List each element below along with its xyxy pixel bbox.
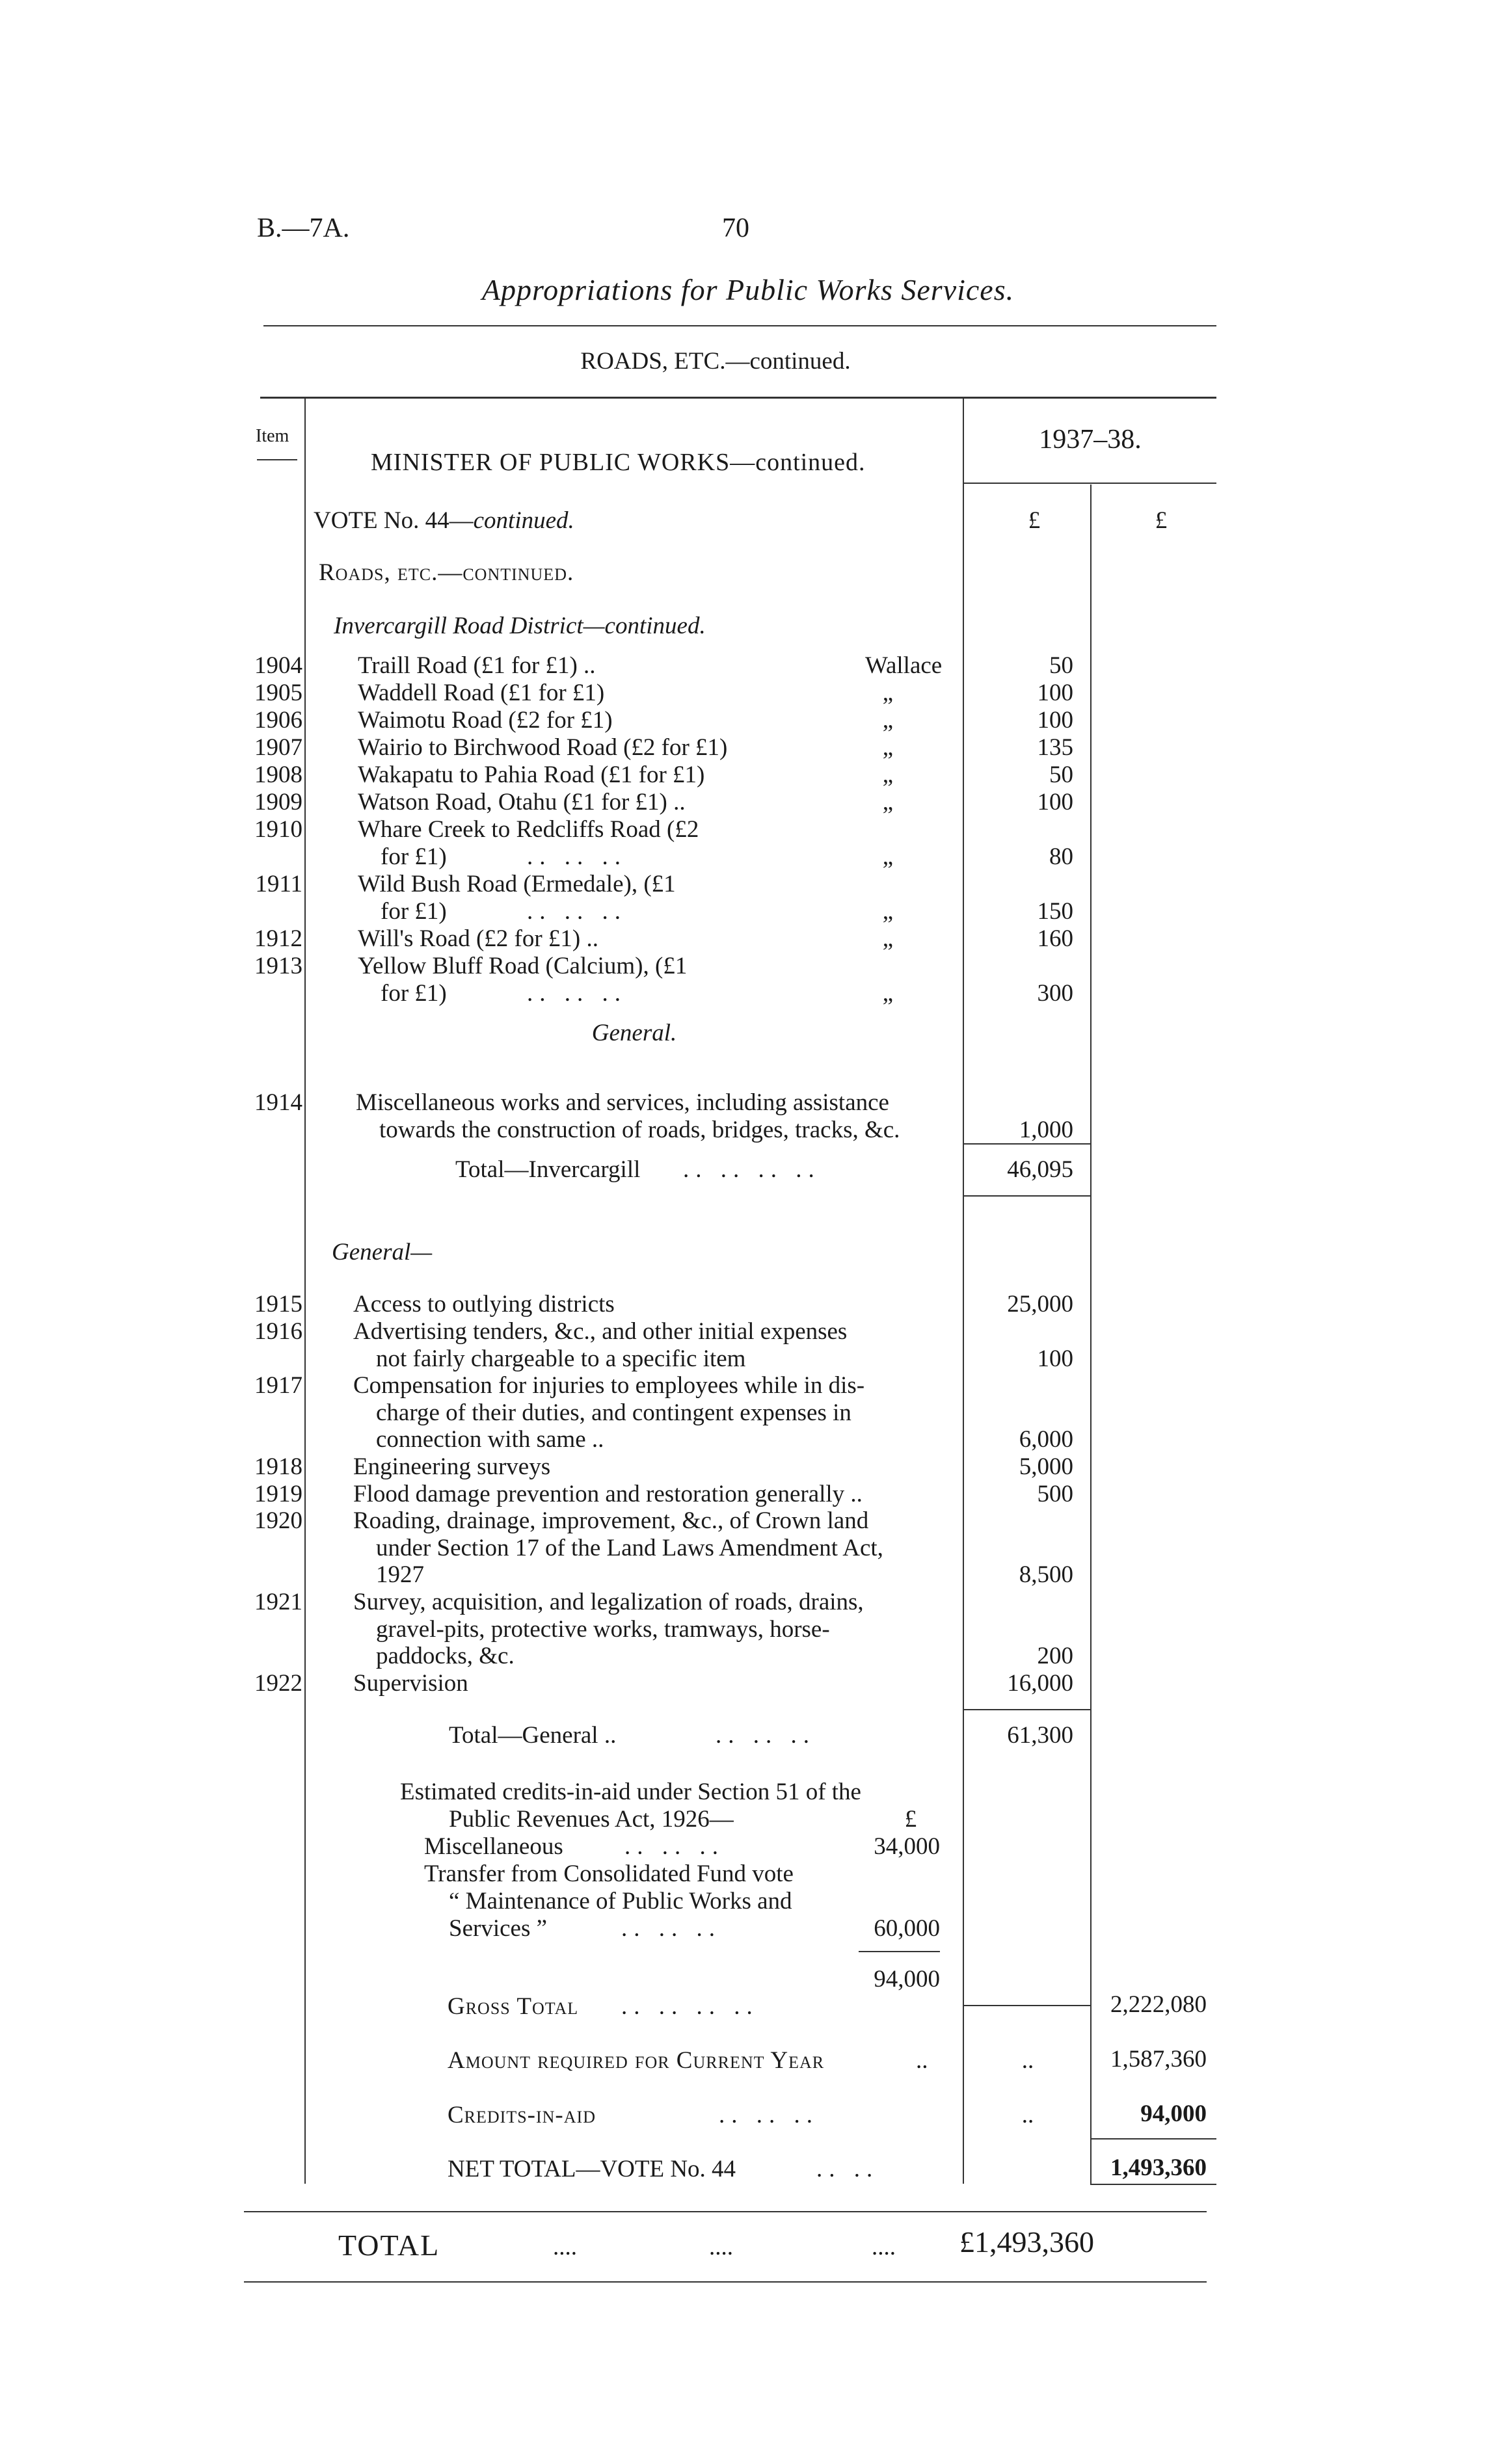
general-item-description: Access to outlying districts	[353, 1291, 615, 1318]
item-number: 1909	[254, 789, 302, 815]
footer-leader-1: ....	[553, 2234, 577, 2260]
general-item-number: 1922	[254, 1670, 302, 1697]
footer-total-label: TOTAL	[338, 2229, 440, 2262]
item-column-header: Item	[256, 426, 289, 446]
item-district: „	[882, 707, 894, 734]
general-subheading: General.	[591, 1020, 677, 1046]
item-description: Waddell Road (£1 for £1)	[358, 680, 605, 706]
credits-line-2: Public Revenues Act, 1926—	[449, 1806, 734, 1833]
general-item-description: Roading, drainage, improvement, &c., of Crown land	[353, 1507, 869, 1534]
pound-header-1: £	[1028, 507, 1041, 534]
table-top-rule	[260, 397, 1216, 399]
total-general-leader: .. .. ..	[716, 1722, 816, 1749]
item-number: 1914	[254, 1089, 302, 1116]
footer-rule-bottom	[244, 2281, 1207, 2283]
item-leader: .. .. ..	[527, 980, 627, 1007]
item-number: 1908	[254, 762, 302, 788]
general-item-description: 1927	[376, 1561, 424, 1588]
item-number: 1907	[254, 734, 302, 761]
credits-transfer-line-1: Transfer from Consolidated Fund vote	[424, 1861, 794, 1887]
credits-in-aid-leader: .. .. ..	[719, 2102, 819, 2128]
item-number: 1910	[254, 816, 302, 843]
item-number: 1912	[254, 925, 302, 952]
item-description-continued: towards the construction of roads, bridges, tracks, &c.	[379, 1117, 900, 1143]
item-description: Wakapatu to Pahia Road (£1 for £1)	[358, 762, 705, 788]
general-item-amount: 200	[1037, 1643, 1073, 1669]
item-amount: 150	[1037, 898, 1073, 925]
credits-line-1: Estimated credits-in-aid under Section 51 of the	[400, 1779, 861, 1805]
item-description: Will's Road (£2 for £1) ..	[358, 925, 598, 952]
minister-heading-text: MINISTER OF PUBLIC WORKS—continued.	[371, 449, 866, 476]
general-item-number: 1919	[254, 1481, 302, 1507]
general-item-amount: 25,000	[1007, 1291, 1073, 1318]
item-amount: 100	[1037, 680, 1073, 706]
net-total-leader: .. ..	[816, 2156, 879, 2182]
total-general-label: Total—General ..	[449, 1722, 617, 1749]
item-district: „	[882, 843, 894, 870]
footer-rule-top	[244, 2211, 1207, 2212]
gross-total-label: Gross Total	[448, 1993, 579, 2020]
general-item-description: not fairly chargeable to a specific item	[376, 1345, 746, 1372]
minister-heading	[371, 449, 866, 476]
item-description-continued: for £1)	[381, 980, 447, 1007]
general-item-amount: 8,500	[1019, 1561, 1073, 1588]
credits-misc-value: 34,000	[874, 1833, 940, 1860]
footer-total-value: £1,493,360	[959, 2225, 1094, 2259]
item-amount: 160	[1037, 925, 1073, 952]
general-item-number: 1916	[254, 1318, 302, 1345]
credits-misc-label: Miscellaneous	[424, 1833, 563, 1860]
item-district: „	[882, 734, 894, 761]
net-total-value: 1,493,360	[1110, 2154, 1207, 2181]
item-number: 1913	[254, 953, 302, 979]
section-title: ROADS, ETC.—continued.	[580, 348, 851, 375]
total-invercargill-rule-bottom	[963, 1195, 1090, 1197]
item-amount: 135	[1037, 734, 1073, 761]
item-leader: .. .. ..	[527, 898, 627, 925]
general-item-amount: 5,000	[1019, 1453, 1073, 1480]
total-invercargill-value: 46,095	[1007, 1156, 1073, 1183]
item-number: 1904	[254, 652, 302, 679]
general-item-description: Engineering surveys	[353, 1453, 551, 1480]
item-description: Waimotu Road (£2 for £1)	[358, 707, 613, 734]
general-item-number: 1915	[254, 1291, 302, 1318]
amount-required-leader: ..	[916, 2047, 928, 2074]
item-description: Wild Bush Road (Ermedale), (£1	[358, 871, 676, 897]
roads-heading: Roads, etc.—continued.	[319, 559, 574, 586]
item-description: Watson Road, Otahu (£1 for £1) ..	[358, 789, 686, 815]
footer-leader-3: ....	[872, 2234, 896, 2260]
vote-heading: VOTE No. 44—continued.	[314, 507, 574, 534]
credits-in-aid-amount-dots: ..	[1021, 2102, 1034, 2128]
item-district: „	[882, 789, 894, 815]
item-district: Wallace	[865, 652, 943, 679]
item-district: „	[882, 762, 894, 788]
total-invercargill-rule-top	[963, 1143, 1090, 1145]
total-invercargill-label: Total—Invercargill	[455, 1156, 641, 1183]
general-item-description: gravel-pits, protective works, tramways, horse-	[376, 1615, 830, 1643]
general-item-number: 1921	[254, 1589, 302, 1615]
general-item-number: 1918	[254, 1453, 302, 1480]
general-item-description: Flood damage prevention and restoration generally ..	[353, 1481, 863, 1507]
pound-header-2: £	[1155, 507, 1168, 534]
general-item-number: 1920	[254, 1507, 302, 1534]
item-amount: 100	[1037, 789, 1073, 815]
credits-transfer-value: 60,000	[874, 1915, 940, 1942]
total-column-divider	[1090, 484, 1092, 2184]
general-item-description: connection with same ..	[376, 1426, 604, 1453]
document-reference: B.—7A.	[257, 213, 350, 243]
credits-in-aid-label: Credits-in-aid	[448, 2102, 596, 2128]
gross-total-rule	[963, 2005, 1090, 2006]
item-amount: 50	[1049, 652, 1073, 679]
general-item-description: charge of their duties, and contingent expenses in	[376, 1399, 851, 1426]
item-amount: 50	[1049, 762, 1073, 788]
page-number: 70	[722, 213, 749, 243]
item-description: Whare Creek to Redcliffs Road (£2	[358, 816, 699, 843]
item-description-continued: for £1)	[381, 898, 447, 925]
credits-sum-value: 94,000	[874, 1966, 940, 1993]
page-title: Appropriations for Public Works Services.	[481, 273, 1015, 306]
item-district: „	[882, 925, 894, 952]
credits-sum-rule	[859, 1951, 940, 1952]
item-district: „	[882, 980, 894, 1007]
item-district: „	[882, 898, 894, 925]
item-description: Miscellaneous works and services, including assistance	[356, 1089, 889, 1116]
item-number: 1906	[254, 707, 302, 734]
item-amount: 1,000	[1019, 1117, 1073, 1143]
net-total-rule-top	[1090, 2138, 1216, 2139]
item-description: Yellow Bluff Road (Calcium), (£1	[358, 953, 688, 979]
item-number: 1911	[255, 871, 302, 897]
general-item-amount: 500	[1037, 1481, 1073, 1507]
item-amount: 80	[1049, 843, 1073, 870]
general-item-amount: 6,000	[1019, 1426, 1073, 1453]
item-district: „	[882, 680, 894, 706]
title-rule	[263, 325, 1216, 326]
total-general-rule	[963, 1709, 1090, 1710]
amount-required-value: 1,587,360	[1110, 2046, 1207, 2073]
amount-required-amount-dots: ..	[1021, 2047, 1034, 2074]
net-total-rule-bottom	[1090, 2184, 1216, 2185]
year-header: 1937–38.	[1039, 425, 1142, 455]
general-item-description: Survey, acquisition, and legalization of roads, drains,	[353, 1589, 864, 1615]
credits-transfer-line-3: Services ”	[449, 1915, 548, 1942]
item-description-continued: for £1)	[381, 843, 447, 870]
credits-transfer-line-2: “ Maintenance of Public Works and	[449, 1888, 792, 1914]
vote-heading-continued: continued.	[473, 507, 574, 534]
item-leader: .. .. ..	[527, 843, 627, 870]
general-item-description: Compensation for injuries to employees while in dis-	[353, 1372, 865, 1399]
item-number: 1905	[254, 680, 302, 706]
gross-total-leader: .. .. .. ..	[621, 1993, 759, 2020]
general-item-amount: 100	[1037, 1345, 1073, 1372]
credits-pound: £	[904, 1806, 917, 1833]
gross-total-value: 2,222,080	[1110, 1991, 1207, 2018]
credits-transfer-leader: .. .. ..	[621, 1915, 721, 1942]
credits-misc-leader: .. .. ..	[624, 1833, 725, 1860]
footer-leader-2: ....	[709, 2234, 733, 2260]
amount-required-label: Amount required for Current Year	[448, 2047, 825, 2074]
total-general-value: 61,300	[1007, 1722, 1073, 1749]
general-item-description: Supervision	[353, 1670, 468, 1697]
total-invercargill-leader: .. .. .. ..	[683, 1156, 821, 1183]
item-amount: 100	[1037, 707, 1073, 734]
general-item-description: Advertising tenders, &c., and other initial expenses	[353, 1318, 848, 1345]
district-heading: Invercargill Road District—continued.	[334, 613, 706, 639]
item-description: Traill Road (£1 for £1) ..	[358, 652, 596, 679]
general-heading: General—	[332, 1239, 433, 1265]
item-column-divider	[304, 399, 306, 2184]
net-total-label: NET TOTAL—VOTE No. 44	[448, 2156, 736, 2182]
general-item-description: paddocks, &c.	[376, 1643, 515, 1669]
item-description: Wairio to Birchwood Road (£2 for £1)	[358, 734, 728, 761]
general-item-description: under Section 17 of the Land Laws Amendment Act,	[376, 1534, 883, 1561]
item-header-rule	[257, 459, 297, 460]
general-item-amount: 16,000	[1007, 1670, 1073, 1697]
item-amount: 300	[1037, 980, 1073, 1007]
general-item-number: 1917	[254, 1372, 302, 1399]
credits-in-aid-value: 94,000	[1140, 2100, 1207, 2127]
year-header-rule	[963, 483, 1216, 484]
